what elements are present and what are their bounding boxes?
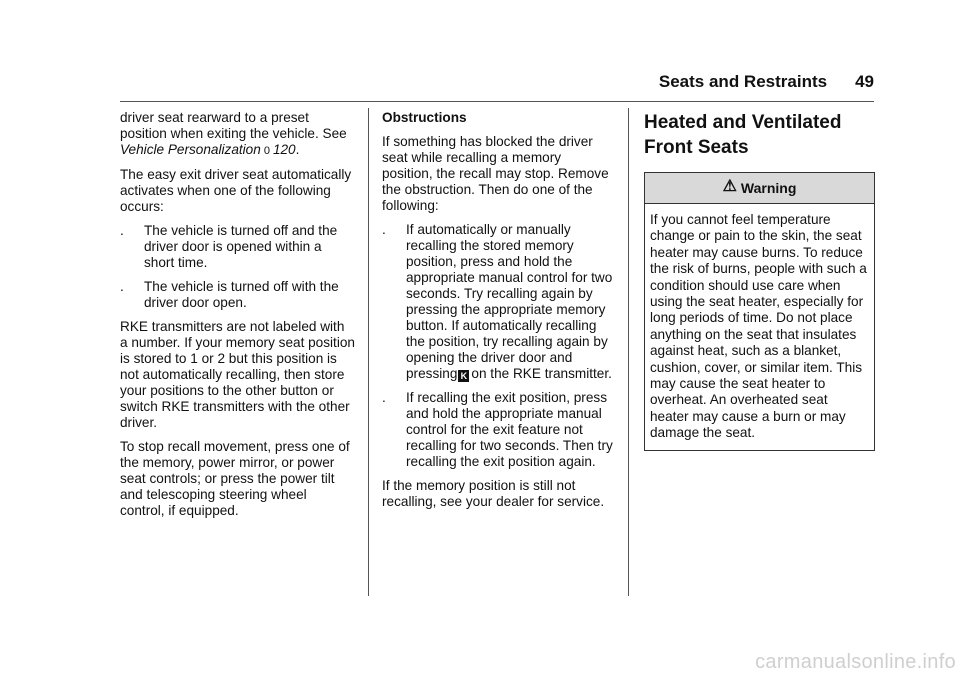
paragraph-obstruction-intro: If something has blocked the driver seat while recalling a memory position, the recall may stop. Remove the obstruction. Then do one of the following: (382, 134, 609, 213)
page-reference-icon: 0 (263, 145, 270, 157)
column-divider-1 (368, 108, 369, 596)
paragraph-see-dealer: If the memory position is still not recalling, see your dealer for service. (382, 478, 605, 509)
list-item: . If recalling the exit position, press and hold the appropriate manual control for the exit feature not recalling for two seconds. Then try recalling the exit position again. (382, 390, 613, 469)
list-item: . If automatically or manually recalling the stored memory position, press and hold the appropriate manual control for two seconds. Try recalling again by pressing the appropriate memory button. If automatically recalling the position, try recalling again by opening the driver door and pressing K on the RKE transmitter. (382, 222, 613, 381)
bullet-marker: . (382, 222, 386, 237)
header-rule (120, 101, 874, 102)
paragraph-easy-exit-intro: driver seat rearward to a preset position when exiting the vehicle. See Vehicle Personalization 0 120. (120, 110, 347, 157)
section-header-title: Seats and Restraints (658, 72, 828, 91)
bullet-marker: . (382, 390, 386, 405)
cross-reference-page[interactable]: 120 (272, 142, 296, 157)
rke-key-icon: K (458, 370, 469, 382)
subheading-obstructions: Obstructions (382, 110, 467, 125)
column-2 (382, 110, 614, 518)
watermark: carmanualsonline.info (755, 651, 956, 673)
column-3 (644, 110, 875, 451)
column-1 (120, 110, 355, 527)
list-item: . The vehicle is turned off with the driver door open. (120, 279, 339, 310)
paragraph-rke-transmitters: RKE transmitters are not labeled with a number. If your memory seat position is stored to 1 or 2 but this position is not automatically recalling, then store your positions to the other button or switch RKE transmitters with the other driver. (120, 319, 355, 430)
page-number: 49 (855, 72, 874, 91)
paragraph-easy-exit-conditions: The easy exit driver seat automatically activates when one of the following occurs: (120, 167, 352, 214)
warning-header (645, 173, 874, 204)
bullet-marker: . (120, 223, 124, 238)
page-header (120, 71, 874, 93)
bullet-marker: . (120, 279, 124, 294)
section-title: Heated and Ventilated Front Seats (644, 112, 842, 158)
cross-reference-link[interactable]: Vehicle Personalization (120, 142, 261, 157)
warning-box (644, 172, 875, 451)
list-item: . The vehicle is turned off and the driver door is opened within a short time. (120, 223, 338, 270)
column-divider-2 (628, 108, 629, 596)
warning-label: Warning (740, 180, 797, 196)
warning-text: If you cannot feel temperature change or pain to the skin, the seat heater may cause burns. To reduce the risk of burns, people with such a condition should use care when using the seat heater, especially for long periods of time. Do not place anything on the seat that insulates against heat, such as a blanket, cushion, cover, or similar item. This may cause the seat heater to overheat. An overheated seat heater may cause a burn or may damage the seat. (650, 212, 867, 441)
paragraph-stop-recall: To stop recall movement, press one of the memory, power mirror, or power seat controls; or press the power tilt and telescoping steering wheel control, if equipped. (120, 439, 350, 518)
warning-icon: ⚠ (722, 178, 737, 195)
